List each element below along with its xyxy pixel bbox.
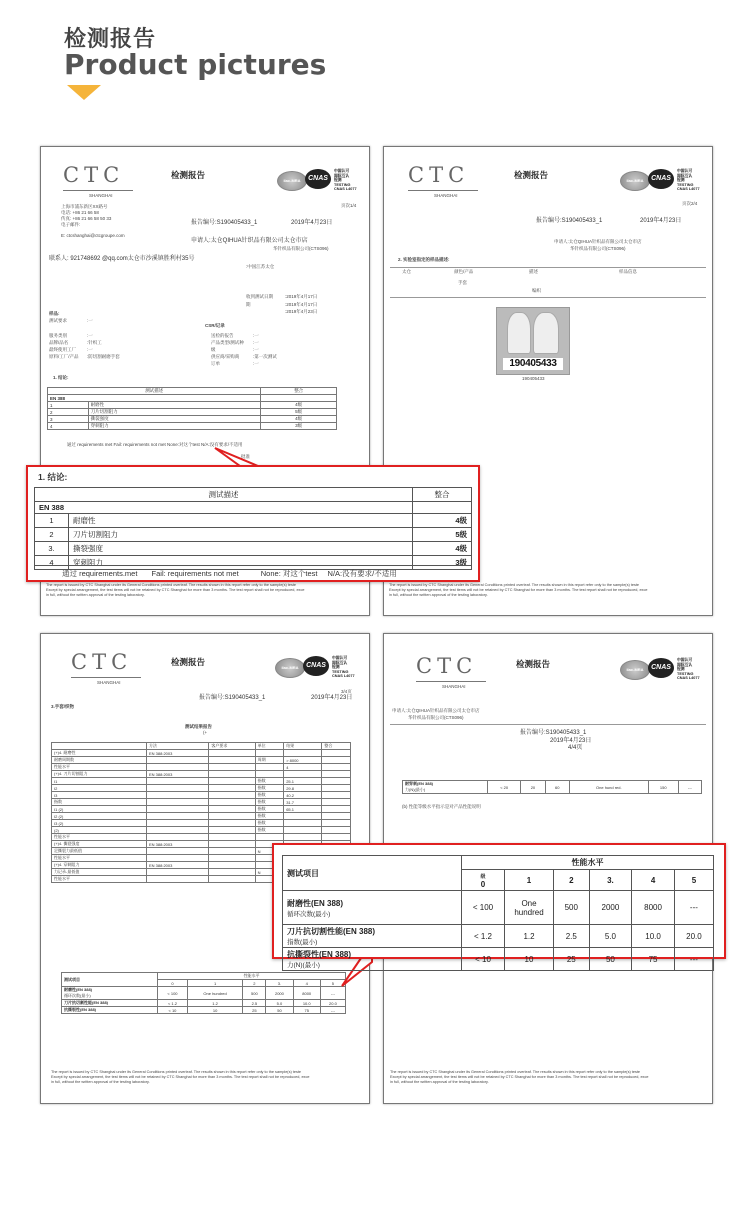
conclusion-table-small: 测试描述 整合 EN 388 1 耐磨性 4级 2 刀片切割阻力 5级 3 撕裂强度 4级 4 穿刺阻力 3级 <box>47 387 337 430</box>
ilac-mra-logo: ilac-MRA <box>620 660 650 680</box>
report-title: 检测报告 <box>516 659 551 669</box>
ilac-mra-logo: ilac-MRA <box>620 171 650 191</box>
glove-image <box>507 312 531 354</box>
test-results-table: 方法 客户要求 单位 结果 整合 (+)4. 耐磨性 EN 388:2003 耐磨周期数 周期 > 8000 性能水平 4 (+)4. 刀片切割阻力 EN 388:2003 I1 指数 25.1 I2 指数 29.8 I3 指数 40.2 指数 指数 31.7 I1 (2) 指数 65.1 I2 (2) 指数 I3 (2) 指数 (2) 指数 性能水平 (+)4. 撕裂强度 EN 388:2003 足撕裂力最低值 N 性能水平 (+)4. 穿刺阻力 EN 388:2003 力记录-最低值 N 性能水平 <box>51 742 351 883</box>
report-title: 检测报告 <box>171 657 206 667</box>
ctc-logo: CTC <box>71 650 133 674</box>
report-title: 检测报告 <box>514 170 549 180</box>
performance-table: 测试项目 性能水平 级 0 1 2 3. 4 5 耐磨性(EN 388) 循环次数(最小) < 100 One hundred 500 2000 8000 --- 刀片抗切割性能(EN 388) 指数(最小) < 1.2 1.2 2.5 5.0 10.0 20.0 抗撕裂性(EN 388) 力(N)(最小) < 10 10 25 50 75 --- <box>282 855 714 971</box>
section-title-cn: 检测报告 <box>64 26 157 51</box>
glove-image <box>533 312 559 354</box>
performance-table-small: 测试项目 性能水平 0 1 2 3. 4 5 耐磨性(EN 388) 循环次数(最小) < 100 One hundred 500 2000 8000 --- 刀片抗切割性能(EN 388) < 1.2 1.2 2.5 5.0 10.0 20.0 抗撕裂性(EN 388) < 10 10 25 50 75 --- <box>61 972 346 1014</box>
ctc-logo: CTC <box>416 654 478 678</box>
ctc-logo: CTC <box>63 163 125 187</box>
puncture-table-small: 耐穿刺(EN 388) 力(N)(最小) < 20 20 60 One hund red. 150 --- <box>402 780 702 794</box>
report-page-3: CTC SHANGHAI 检测报告 ilac-MRA CNAS 中国认可 国际互认 检测 TESTING CNAS L4077 3/4页 报告编号:S190405433_1 2019年4月23日 3.手套/织物 测试结果报告 (+ 方法 客户要求 单位 结果 整合 (+)4. 耐磨性 EN 388:2003 耐磨周期数 周期 > 8000 性能水平 4 (+)4. 刀片切割阻力 EN 388:2003 I1 指数 25.1 I2 指数 29.8 I3 指数 40.2 指数 指数 31.7 I1 (2) 指数 65.1 I2 (2) 指数 I3 (2) 指数 (2) 指数 性能水平 (+)4. 撕裂强度 EN 388:2003 足撕裂力最低值 N 性能水平 (+)4. 穿刺阻力 EN 388:2003 力记录-最低值 N 性能水平 测试项目 性能水平 0 1 2 3. 4 5 耐磨性(EN 388) 循环次数(最小) < 100 One hundred 500 2000 8000 --- 刀片抗切割性能(EN 388) < 1.2 1.2 2.5 5.0 10.0 20.0 抗撕裂性(EN 388) < 10 10 25 50 75 --- The report is issued by CTC Shanghai under its General Conditions printed overleaf. The results shown in this report refer only to the sample(s) teste Except by special arrangement, the test items will not be retained by CTC Shanghai for more than 3 months. The test report shall not be reproduced, exce in full, without the written approval of the testing laboratory. <box>40 633 370 1104</box>
cnas-logo: CNAS <box>305 169 331 189</box>
report-title: 检测报告 <box>171 170 206 180</box>
ilac-mra-logo: ilac-MRA <box>277 171 307 191</box>
conclusion-callout: 1. 结论: 测试描述 整合 EN 388 1 耐磨性 4级 2 刀片切割阻力 5级 3. 撕裂强度 4级 4 穿刺阻力 3级 通过 requirements.met Fail: requirements not met None: 对这个test N/A:没有要求/不适用 <box>26 465 480 582</box>
cnas-logo: CNAS <box>648 169 674 189</box>
down-arrow-icon <box>67 85 101 100</box>
report-page-1: CTC SHANGHAI 上海市浦东新区XX路号 电话: +86 21 66 58 传真: +86 21 66 58 50 33 电子邮件: E: ctcshanghai@ctcgroupe.com 检测报告 ilac-MRA CNAS 中国认可 国际互认 检测 TESTING CNAS L4077 页次1/4 报告编号:S190405433_1 2019年4月23日 申请人:太仓QIHUA针织品有限公司太仓市店 华针织品有限公司(CTS096) 联系人: 921748692 @qq.com太仓市沙溪镇胜利村35号 :中国江苏太仓 收到测试日期 :2019年4月17日 期 :2019年4月17日 :2019年4月23日 样品: 测试要求 :一 CSR/记录 服务类别 :一 品牌/品名 :针织工 最终使用工厂 :一 原料/工厂/产品 :防切割耐磨手套 送检的报告 :一 产品类型/测试种 :一 级 :一 供应商/采购商 :第一次测试 订单 :一 1. 结论: 测试描述 整合 EN 388 1 耐磨性 4级 2 刀片切割阻力 5级 3 撕裂强度 4级 4 穿刺阻力 3级 通过 requirements met Fail: requirements not met None:对这个test N/A:没有要求/不适用 批准 The report is issued by CTC Shanghai under its General Conditions printed overleaf. The results shown in this report refer only to the sample(s) teste Except by special arrangement, the test items will not be retained by CTC Shanghai for more than 3 months. The test report shall not be reproduced, exce in full, without the written approval of the testing laboratory. <box>40 146 370 616</box>
cnas-logo: CNAS <box>303 656 329 676</box>
performance-callout <box>272 843 726 969</box>
conclusion-table: 测试描述 整合 EN 388 1 耐磨性 4级 2 刀片切割阻力 5级 3. 撕裂强度 4级 4 穿刺阻力 3级 <box>34 487 472 570</box>
sample-label: 190405433 <box>503 358 563 370</box>
ilac-mra-logo: ilac-MRA <box>275 658 305 678</box>
section-title-en: Product pictures <box>64 48 327 81</box>
sample-photo <box>496 307 570 375</box>
cnas-logo: CNAS <box>648 658 674 678</box>
report-page-2: CTC SHANGHAI 检测报告 ilac-MRA CNAS 中国认可 国际互认 检测 TESTING CNAS L4077 页次2/4 报告编号:S190405433_1 2019年4月23日 申请人:太仓QIHUA针织品有限公司太仓市店 华针织品有限公司(CTS096) 2. 实验室指定的样品描述: 太仓 颜色/产品 描述 样品信息 手套 编织 190405433 190405433 The report is issued by CTC Shanghai under its General Conditions printed overleaf. The results shown in this report refer only to the sample(s) teste Except by special arrangement, the test items will not be retained by CTC Shanghai for more than 3 months. The test report shall not be reproduced, exce in full, without the written approval of the testing laboratory. <box>383 146 713 616</box>
ctc-logo: CTC <box>408 163 470 187</box>
report-page-4: CTC SHANGHAI 检测报告 ilac-MRA CNAS 中国认可 国际互认 检测 TESTING CNAS L4077 申请人:太仓QIHUA针织品有限公司太仓市店 华针织品有限公司(CTS096) 报告编号:S190405433_1 2019年4月23日 4/4页 耐穿刺(EN 388) 力(N)(最小) < 20 20 60 One hund red. 150 --- (b) 性能等级水平指示是对产品性能说明 The report is issued by CTC Shanghai under its General Conditions printed overleaf. The results shown in this report refer only to the sample(s) teste Except by special arrangement, the test items will not be retained by CTC Shanghai for more than 3 months. The test report shall not be reproduced, exce in full, without the written approval of the testing laboratory. <box>383 633 713 1104</box>
